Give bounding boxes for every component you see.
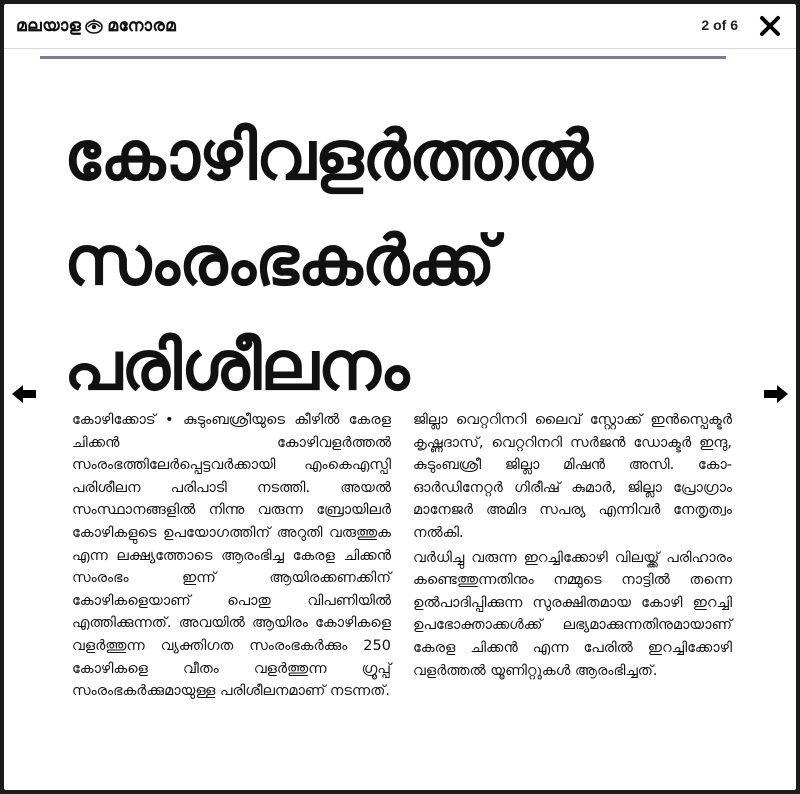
headline-line: കോഴിവളർത്തൽ — [64, 117, 592, 196]
article-column-2 — [413, 409, 732, 705]
page-indicator: 2 of 6 — [701, 17, 738, 33]
next-arrow-icon[interactable] — [762, 380, 790, 408]
headline-line: സംരംഭകർക്ക് — [64, 222, 495, 301]
logo-text-right: മനോരമ — [107, 16, 177, 36]
top-bar — [4, 4, 796, 49]
prev-arrow-icon[interactable] — [10, 380, 38, 408]
close-icon[interactable] — [756, 12, 784, 40]
paragraph: കോഴിക്കോട് • കുടുംബശ്രീയുടെ കീഴിൽ കേരള ചിക്കൻ കോഴിവളർത്തൽ സംരംഭത്തിലേർപ്പെട്ടവർക്കായി എംകെഎസ്പി പരിശീലന പരിപാടി നടത്തി. അയൽ സംസ്ഥാനങ്ങളിൽ നിന്നു വരുന്ന ബ്രോയിലർ കോഴികളുടെ ഉപയോഗത്തിന് അറുതി വരുത്തുക എന്ന ലക്ഷ്യത്തോടെ ആരംഭിച്ച കേരള ചിക്കൻ സംരംഭം ഇന്ന് ആയിരക്കണക്കിന് കോഴികളെയാണ് പൊതു വിപണിയിൽ എത്തിക്കുന്നത്. അവയിൽ ആയിരം കോഴികളെ വളർത്തുന്ന വ്യക്തിഗത സംരംഭകർക്കും 250 കോഴികളെ വീതം വളർത്തുന്ന ഗ്രൂപ്പ് സംരംഭകർക്കുമായുള്ള പരിശീലനമാണ് നടന്നത്. — [72, 412, 391, 700]
manorama-logo[interactable] — [16, 14, 176, 38]
logo-text-left: മലയാള — [16, 16, 82, 36]
paragraph: ജില്ലാ വെറ്ററിനറി ലൈവ് സ്റ്റോക്ക് ഇൻസ്പെക്ടർ കൃഷ്ണദാസ്, വെറ്ററിനറി സർജൻ ഡോക്ടർ ഇന്ദു, കുടുംബശ്രീ ജില്ലാ മിഷൻ അസി. കോ-ഓർഡിനേറ്റർ ഗിരീഷ് കുമാർ, ജില്ലാ പ്രോഗ്രാം മാനേജർ അമിദ സപര്യ എന്നിവർ നേതൃത്വം നൽകി. — [413, 412, 732, 541]
article-column-1 — [72, 409, 391, 705]
emblem-icon — [84, 18, 104, 34]
article-body — [72, 409, 732, 705]
viewer-page — [4, 4, 796, 790]
accent-divider — [40, 56, 726, 59]
headline-line: പരിശീലനം — [64, 327, 409, 406]
paragraph: വർധിച്ചു വരുന്ന ഇറച്ചിക്കോഴി വിലയ്ക്ക് പരിഹാരം കണ്ടെത്തുന്നതിനും നമ്മുടെ നാട്ടിൽ തന്നെ ഉൽപാദിപ്പിക്കുന്ന സുരക്ഷിതമായ കോഴി ഇറച്ചി ഉപഭോക്താക്കൾക്ക് ലഭ്യമാക്കുന്നതിനുമായാണ് കേരള ചിക്കൻ എന്ന പേരിൽ ഇറച്ചിക്കോഴി വളർത്തൽ യൂണിറ്റുകൾ ആരംഭിച്ചത്. — [413, 549, 732, 679]
article-headline — [64, 104, 704, 419]
